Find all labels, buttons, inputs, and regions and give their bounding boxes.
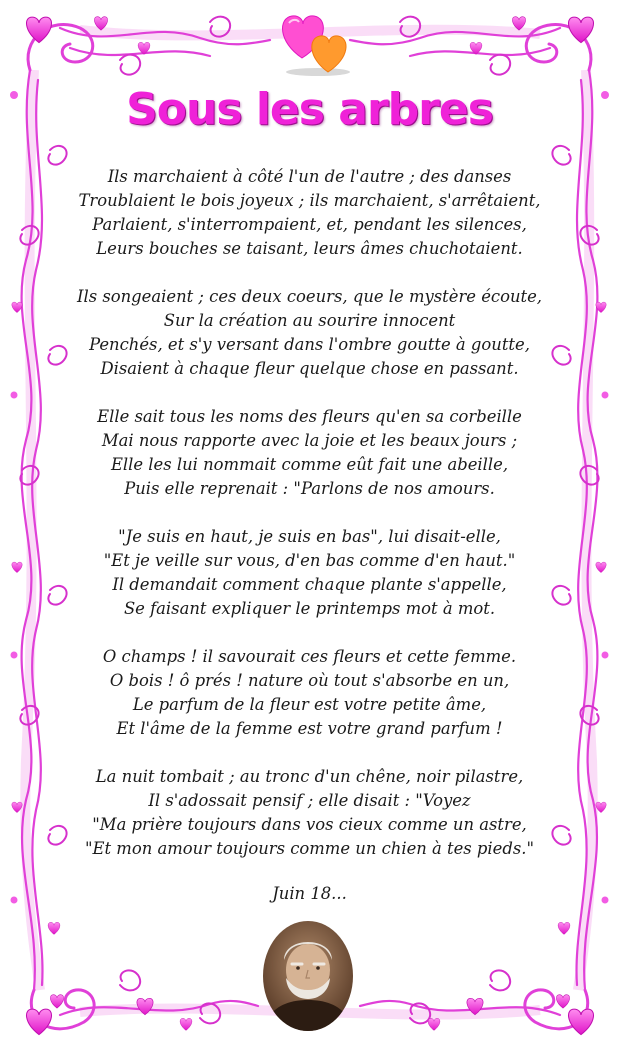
poem-line: Se faisant expliquer le printemps mot à mot. bbox=[123, 599, 496, 618]
poem-title: Sous les arbres bbox=[126, 84, 493, 135]
poem-line: "Je suis en haut, je suis en bas", lui disait-elle, bbox=[118, 527, 501, 546]
author-portrait bbox=[262, 920, 354, 1032]
stanza bbox=[40, 285, 579, 381]
poem-line: "Et mon amour toujours comme un chien à tes pieds." bbox=[84, 839, 535, 858]
poem-date: Juin 18... bbox=[272, 884, 347, 903]
poem-line: "Ma prière toujours dans vos cieux comme un astre, bbox=[92, 815, 527, 834]
poem-line: Troublaient le bois joyeux ; ils marchaient, s'arrêtaient, bbox=[78, 191, 541, 210]
poem-line: Elle les lui nommait comme eût fait une abeille, bbox=[110, 455, 509, 474]
poem-line: Ils songeaient ; ces deux coeurs, que le mystère écoute, bbox=[77, 287, 542, 306]
poem-line: Leurs bouches se taisant, leurs âmes chuchotaient. bbox=[96, 239, 523, 258]
poem-line: Il demandait comment chaque plante s'appelle, bbox=[112, 575, 507, 594]
poem-line: Parlaient, s'interrompaient, et, pendant les silences, bbox=[92, 215, 527, 234]
poem-line: Il s'adossait pensif ; elle disait : "Voyez bbox=[148, 791, 471, 810]
poem-body bbox=[40, 165, 579, 885]
poem-line: Mai nous rapporte avec la joie et les beaux jours ; bbox=[101, 431, 518, 450]
stanza bbox=[40, 645, 579, 741]
poem-line: Penchés, et s'y versant dans l'ombre goutte à goutte, bbox=[89, 335, 530, 354]
poem-line: O bois ! ô prés ! nature où tout s'absorbe en un, bbox=[109, 671, 510, 690]
poem-line: Ils marchaient à côté l'un de l'autre ; des danses bbox=[107, 167, 512, 186]
stanza bbox=[40, 165, 579, 261]
poem-line: Disaient à chaque fleur quelque chose en passant. bbox=[100, 359, 519, 378]
stanza bbox=[40, 765, 579, 861]
poem-line: Le parfum de la fleur est votre petite âme, bbox=[132, 695, 487, 714]
poem-line: O champs ! il savourait ces fleurs et cette femme. bbox=[102, 647, 517, 666]
poem-line: Et l'âme de la femme est votre grand parfum ! bbox=[116, 719, 503, 738]
poem-line: La nuit tombait ; au tronc d'un chêne, noir pilastre, bbox=[95, 767, 524, 786]
poem-line: Puis elle reprenait : "Parlons de nos amours. bbox=[124, 479, 495, 498]
poem-line: Elle sait tous les noms des fleurs qu'en sa corbeille bbox=[97, 407, 522, 426]
heart-pair-icon bbox=[272, 6, 364, 78]
stanza bbox=[40, 405, 579, 501]
stanza bbox=[40, 525, 579, 621]
poem-line: Sur la création au sourire innocent bbox=[163, 311, 456, 330]
poem-line: "Et je veille sur vous, d'en bas comme d'en haut." bbox=[103, 551, 516, 570]
